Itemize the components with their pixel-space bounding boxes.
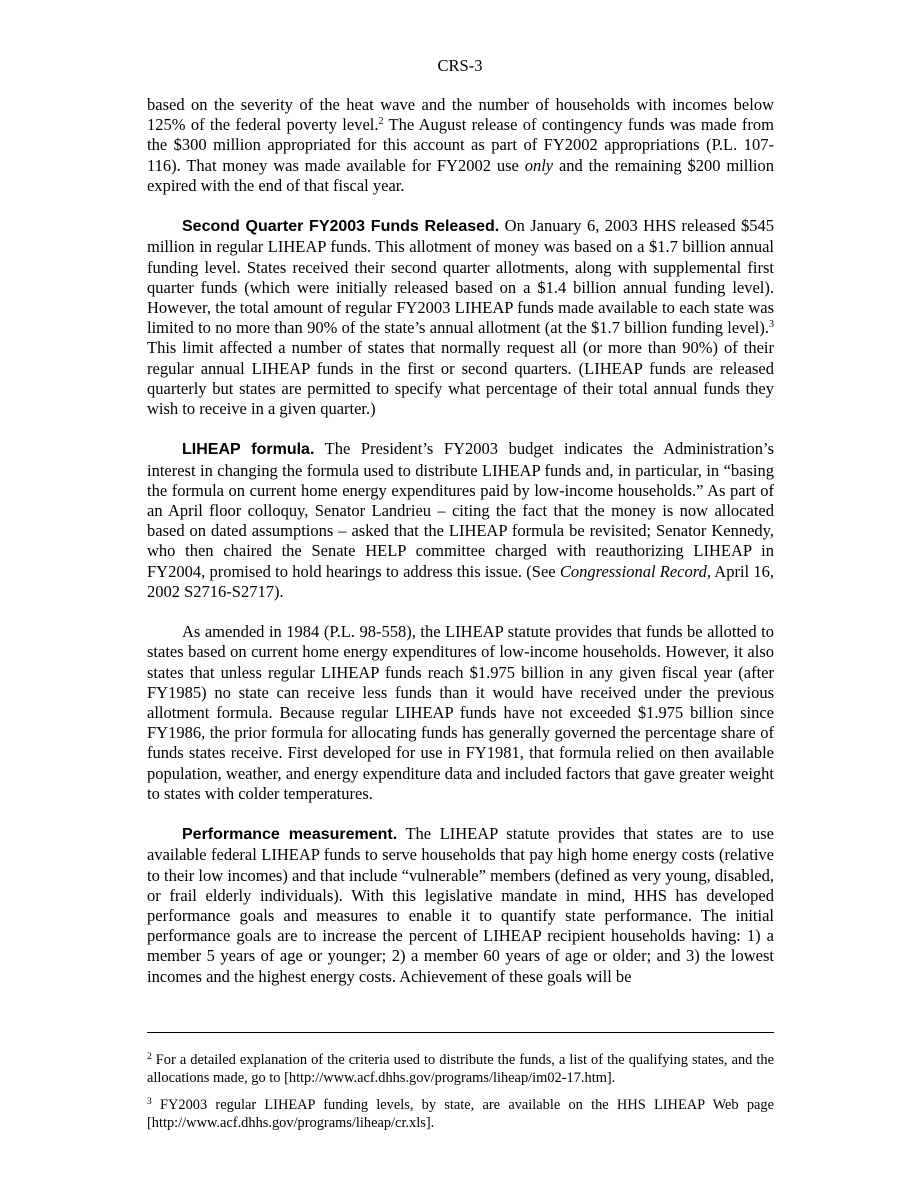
footnote-text: FY2003 regular LIHEAP funding levels, by state, are available on the HHS LIHEAP Web page [http://www.acf.dhhs.gov/programs/liheap/cr.xls]. — [147, 1097, 774, 1131]
footnote-divider — [147, 1032, 774, 1033]
section-heading-liheap-formula: LIHEAP formula. — [182, 441, 315, 459]
page-number: CRS-3 — [437, 56, 483, 75]
paragraph-second-quarter — [147, 216, 774, 419]
section-heading-second-quarter: Second Quarter FY2003 Funds Released. — [182, 218, 500, 236]
paragraph-text: The President’s FY2003 budget indicates the Administration’s interest in changing the formula used to distribute LIHEAP funds and, in particular, in “basing the formula on current home energy expenditures paid by low-income households.” As part of an April floor colloquy, Senator Landrieu – citing the fact that the money is now allocated based on dated assumptions – asked that the LIHEAP formula be revisited; Senator Kennedy, who then chaired the Senate HELP committee charged with reauthorizing LIHEAP in FY2004, promised to hold hearings to address this issue. (See — [147, 439, 775, 581]
footnote-3 — [147, 1096, 774, 1132]
footnote-ref-2[interactable]: 2 — [378, 116, 384, 128]
footnote-number: 3 — [147, 1097, 152, 1107]
paragraph-text: based on the severity of the heat wave and the number of households with incomes below 125% of the federal poverty level. — [147, 95, 774, 135]
footnote-ref-3[interactable]: 3 — [769, 319, 774, 331]
paragraph-text: The LIHEAP statute provides that states are to use available federal LIHEAP funds to serve households that pay high home energy costs (relative to their low incomes) and that include “vulnerable” members (defined as very young, disabled, or frail elderly individuals). With this legislative mandate in mind, HHS has developed performance goals and measures to enable it to quantify state performance. The initial performance goals are to increase the percent of LIHEAP recipient households having: 1) a member 5 years of age or younger; 2) a member 60 years of age or older; and 3) the lowest incomes and the highest energy costs. Achievement of these goals will be — [147, 824, 774, 986]
paragraph-text: and the remaining $200 million expired with the end of that fiscal year. — [147, 155, 774, 195]
emphasis-text: only — [524, 155, 554, 175]
paragraph-heat-wave — [147, 95, 774, 196]
paragraph-liheap-formula — [147, 439, 774, 602]
footnote-2 — [147, 1051, 774, 1087]
paragraph-text: The August release of contingency funds was made from the $300 million appropriated for this account as part of FY2002 appropriations (P.L. 107-116). That money was made available for FY2002 use — [147, 115, 774, 175]
paragraph-text: April 16, 2002 S2716-S2717). — [147, 561, 775, 601]
paragraph-text: This limit affected a number of states that normally request all (or more than 90%) of their regular annual LIHEAP funds in the first or second quarters. (LIHEAP funds are released quarterly but states are permitted to specify what percentage of their total annual funds they wish to receive in a given quarter.) — [147, 338, 774, 419]
body-text — [147, 95, 774, 1007]
emphasis-text: Congressional Record, — [559, 561, 711, 581]
footnotes — [147, 1051, 774, 1141]
section-heading-performance-measurement: Performance measurement. — [182, 826, 398, 844]
paragraph-amended-1984: As amended in 1984 (P.L. 98-558), the LIHEAP statute provides that funds be allotted to states based on current home energy expenditures of low-income households. However, it also states that unless regular LIHEAP funds reach $1.975 billion in any given fiscal year (after FY1985) no state can receive less funds than it would have received under the previous allotment formula. Because regular LIHEAP funds have not exceeded $1.975 billion since FY1986, the prior formula for allocating funds has generally governed the percentage share of funds states receive. First developed for use in FY1981, that formula relied on then available population, weather, and energy expenditure data and included factors that gave greater weight to states with colder temperatures. — [147, 622, 774, 803]
footnote-text: For a detailed explanation of the criteria used to distribute the funds, a list of the qualifying states, and the allocations made, go to [http://www.acf.dhhs.gov/programs/liheap/im02-17.htm]. — [147, 1052, 774, 1086]
paragraph-text: On January 6, 2003 HHS released $545 million in regular LIHEAP funds. This allotment of money was based on a $1.7 billion annual funding level. States received their second quarter allotments, along with supplemental first quarter funds (which were initially released based on a $1.4 billion annual funding level). However, the total amount of regular FY2003 LIHEAP funds made available to each state was limited to no more than 90% of the state’s annual allotment (at the $1.7 billion funding level). — [147, 216, 775, 338]
paragraph-performance-measurement — [147, 824, 774, 987]
footnote-number: 2 — [147, 1052, 152, 1062]
